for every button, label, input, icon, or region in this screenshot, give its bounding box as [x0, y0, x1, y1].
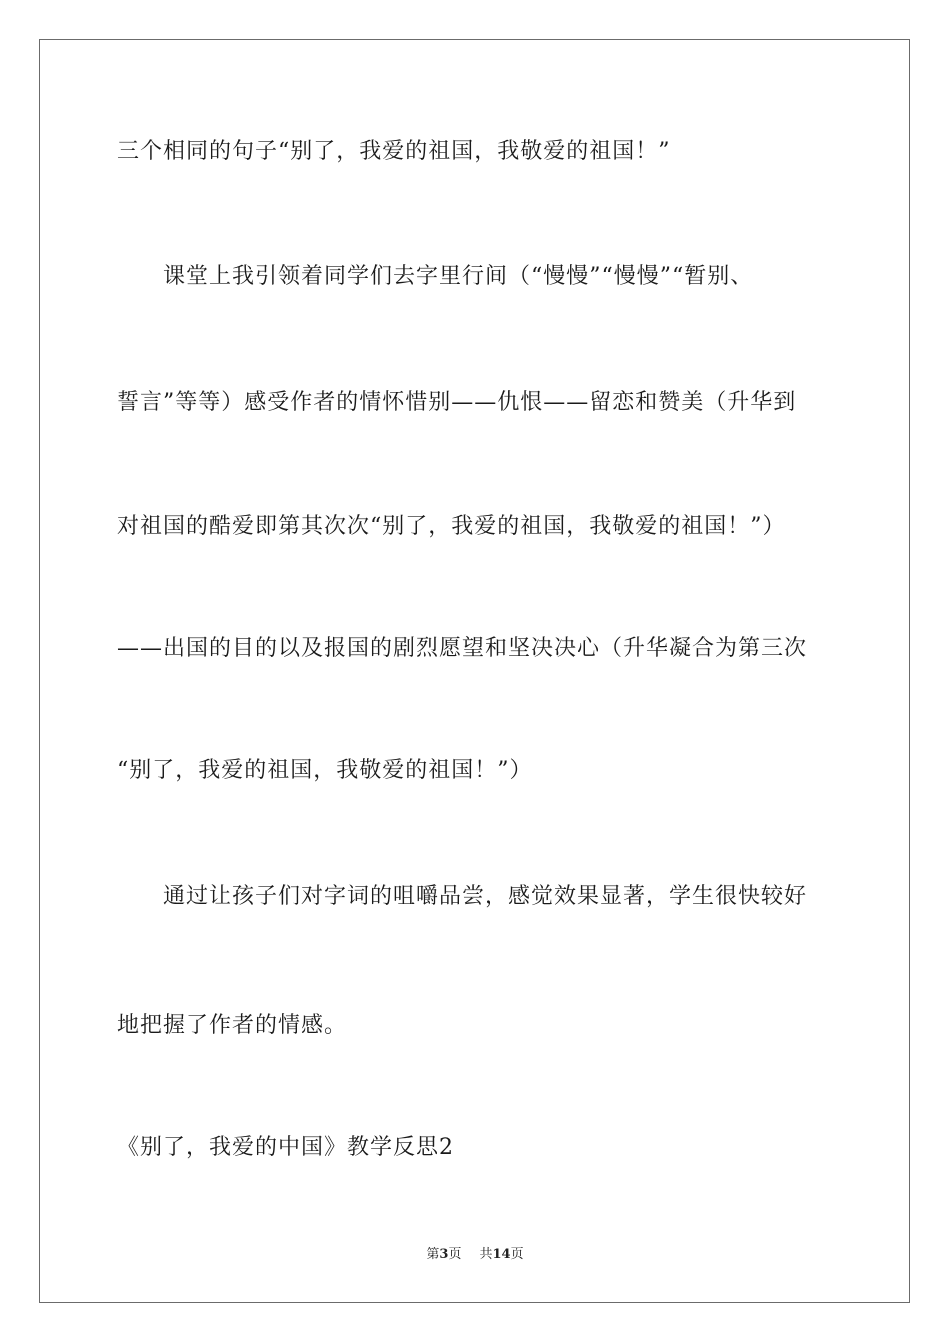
text-line-1: 三个相同的句子“别了，我爱的祖国，我敬爱的祖国！”: [117, 139, 671, 164]
text-line-3: 誓言”等等）感受作者的情怀惜别——仇恨——留恋和赞美（升华到: [117, 390, 797, 415]
total-prefix: 共: [479, 1247, 493, 1262]
page-suffix: 页: [448, 1247, 462, 1262]
text-line-2: 课堂上我引领着同学们去字里行间（“慢慢”“慢慢”“暂别、: [163, 264, 754, 289]
total-suffix: 页: [510, 1247, 524, 1262]
text-line-6: “别了，我爱的祖国，我敬爱的祖国！”）: [117, 758, 533, 783]
page-number: 3: [439, 1247, 449, 1262]
text-line-7: 通过让孩子们对字词的咀嚼品尝，感觉效果显著，学生很快较好: [163, 884, 808, 909]
section-heading: 《别了，我爱的中国》教学反思2: [117, 1135, 454, 1160]
total-pages: 14: [492, 1247, 511, 1262]
page-prefix: 第: [426, 1247, 440, 1262]
text-line-4: 对祖国的酷爱即第其次次“别了，我爱的祖国，我敬爱的祖国！”）: [117, 514, 786, 539]
text-line-8: 地把握了作者的情感。: [117, 1013, 348, 1038]
text-line-5: ——出国的目的以及报国的剧烈愿望和坚决决心（升华凝合为第三次: [117, 636, 808, 661]
page-frame: [39, 39, 910, 1303]
page-footer: [0, 1246, 950, 1264]
